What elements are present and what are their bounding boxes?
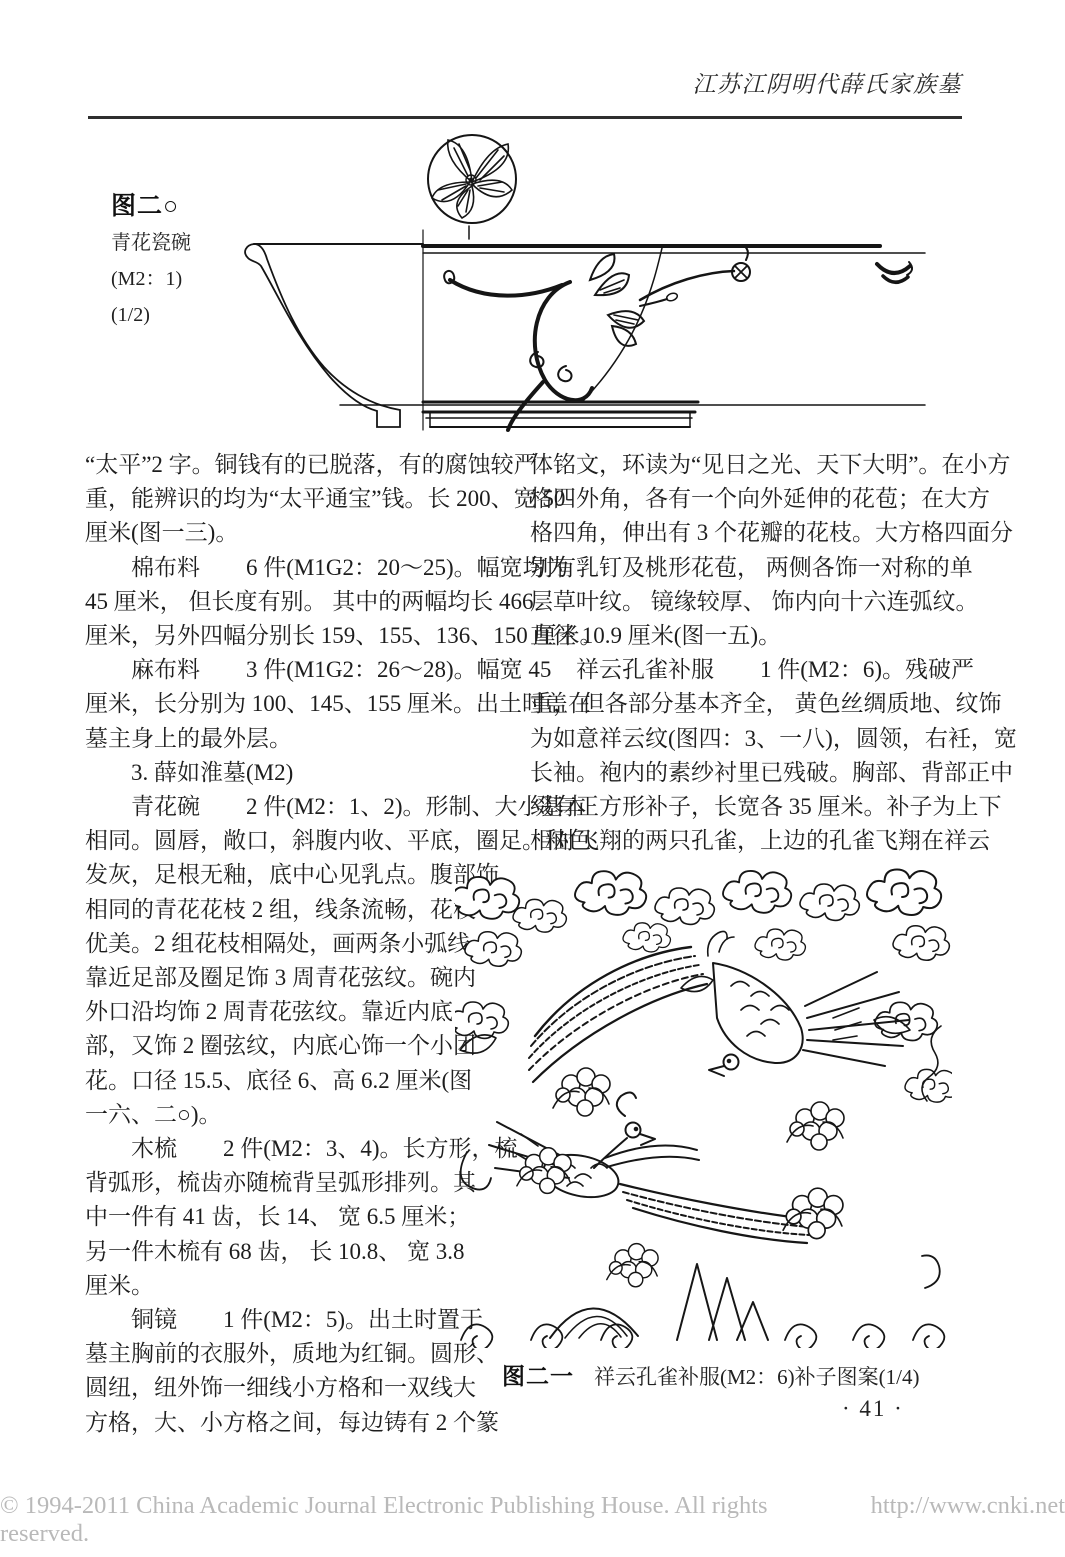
text-line: 青花瓷碗 [111, 232, 191, 254]
text-line: 墓主身上的最外层。 [85, 725, 292, 751]
text-line: 靠近足部及圈足饰 3 周青花弦纹。碗内 [85, 965, 476, 991]
text-line: 优美。2 组花枝相隔处，画两条小弧线。 [85, 930, 494, 956]
text-line: 相同的青花花枝 2 组，线条流畅，花枝 [85, 896, 476, 922]
upper-peacock [529, 931, 909, 1082]
text-line: 另一件木梳有 68 齿， 长 10.8、 宽 3.8 [85, 1238, 465, 1264]
text-line: (1/2) [111, 304, 150, 326]
text-line: 直径 10.9 厘米(图一五)。 [530, 623, 782, 649]
text-line: 体铭文，环读为“见日之光、天下大明”。在小方 [530, 452, 1011, 477]
text-line: 重， 但各部分基本齐全， 黄色丝绸质地、纹饰 [530, 691, 1002, 717]
text-line: 缀有正方形补子，长宽各 35 厘米。补子为上下 [530, 794, 1002, 820]
figure21-label: 图二一 [502, 1363, 574, 1389]
text-line: 厘米。 [85, 1272, 154, 1298]
text-line: 一六、二○)。 [85, 1101, 222, 1127]
text-line: 外口沿均饰 2 周青花弦纹。靠近内底 [85, 999, 453, 1025]
footer [0, 1492, 1065, 1548]
footer-url[interactable]: http://www.cnki.net [870, 1492, 1065, 1519]
text-line: 背弧形，梳齿亦随梳背呈弧形排列。其 [85, 1170, 476, 1196]
text-line: 厘米，另外四幅分别长 159、155、136、150 厘米。 [85, 623, 603, 649]
text-line: 铜镜 1 件(M2：5)。出土时置于 [85, 1307, 484, 1333]
text-line: 长袖。袍内的素纱衬里已残破。胸部、背部正中 [530, 759, 1013, 785]
text-line: 花。口径 15.5、底径 6、高 6.2 厘米(图 [85, 1067, 473, 1093]
page-number: · 41 · [842, 1396, 904, 1421]
text-line: “太平”2 字。铜钱有的已脱落，有的腐蚀较严 [85, 452, 537, 477]
text-line: (M2：1) [111, 268, 183, 290]
text-line: 相对飞翔的两只孔雀，上边的孔雀飞翔在祥云 [530, 828, 990, 854]
text-line: 方格，大、小方格之间，每边铸有 2 个篆 [85, 1409, 499, 1435]
right-text-column [530, 448, 1017, 858]
bowl-line-drawing [240, 130, 960, 440]
figure21-caption-text: 祥云孔雀补服(M2：6)补子图案(1/4) [594, 1365, 920, 1389]
text-line: 层草叶纹。 镜缘较厚、 饰内向十六连弧纹。 [530, 588, 979, 614]
text-line: 厘米，长分别为 100、145、155 厘米。出土时盖在 [85, 691, 591, 717]
text-line: 中一件有 41 齿，长 14、 宽 6.5 厘米； [85, 1204, 471, 1230]
rock-and-wave-motifs [461, 1026, 945, 1348]
peony-flower-motifs [460, 976, 910, 1286]
text-line: 45 厘米， 但长度有别。 其中的两幅均长 466 [85, 588, 534, 614]
text-line: 格四角，伸出有 3 个花瓣的花枝。大方格四面分 [530, 520, 1013, 546]
text-line: 重，能辨识的均为“太平通宝”钱。长 200、宽 50 [85, 486, 566, 512]
text-line: 棉布料 6 件(M1G2：20～25)。幅宽均为 [85, 554, 569, 580]
text-line: 青花碗 2 件(M2：1、2)。形制、大小基本 [85, 794, 587, 820]
text-line: 厘米(图一三)。 [85, 520, 239, 546]
text-line: 祥云孔雀补服 1 件(M2：6)。残破严 [530, 657, 975, 683]
text-line: 为如意祥云纹(图四：3、一八)，圆领，右衽，宽 [530, 725, 1017, 751]
peacock-badge-drawing [455, 868, 952, 1348]
text-line: 发灰，足根无釉，底中心见乳点。腹部饰 [85, 862, 499, 888]
header-rule [88, 116, 962, 119]
figure20-caption-lines [111, 229, 261, 330]
figure20-caption [111, 186, 261, 330]
bowl-profile-section [245, 244, 423, 427]
text-line: 格四外角，各有一个向外延伸的花苞；在大方 [530, 486, 990, 512]
text-line: 部，又饰 2 圈弦纹，内底心饰一个小团 [85, 1033, 476, 1059]
figure20-label: 图二○ [111, 192, 180, 220]
text-line: 麻布料 3 件(M1G2：26～28)。幅宽 45 [85, 657, 552, 683]
text-line: 圆纽，纽外饰一细线小方格和一双线大 [85, 1375, 476, 1401]
text-line: 3. 薛如淮墓(M2) [85, 759, 294, 785]
figure21-caption [502, 1358, 919, 1391]
text-line: 木梳 2 件(M2：3、4)。长方形，梳 [85, 1136, 518, 1162]
text-line: 相同。圆唇，敞口，斜腹内收、平底，圈足。釉色 [85, 828, 591, 854]
bowl-medallion-motif [428, 135, 516, 223]
text-line: 墓主胸前的衣服外，质地为红铜。圆形、 [85, 1341, 499, 1367]
text-line: 别有乳钉及桃形花苞， 两侧各饰一对称的单 [530, 554, 973, 580]
footer-copyright: © 1994-2011 China Academic Journal Electronic Publishing House. All rights reserved. [0, 1492, 768, 1547]
running-header: 江苏江阴明代薛氏家族墓 [692, 72, 962, 97]
